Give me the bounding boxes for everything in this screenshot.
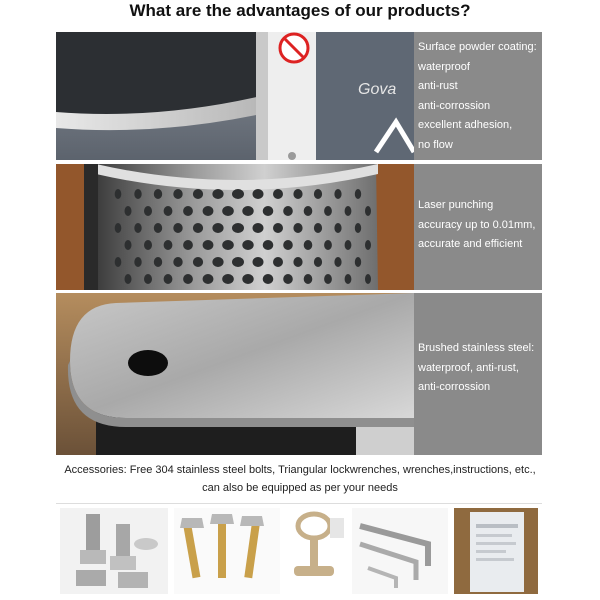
caption-line: Surface powder coating:: [418, 41, 537, 53]
caption-line: accuracy up to 0.01mm,: [418, 218, 536, 231]
instructions-bag-icon: [454, 508, 538, 594]
hex-wrenches-icon: [352, 508, 448, 594]
caption-line: anti-rust: [418, 80, 458, 92]
caption-line: anti-corrossion: [418, 381, 491, 393]
caption-line: waterproof: [418, 60, 470, 73]
accessories-line-2: can also be equipped as per your needs: [202, 482, 398, 494]
feature-panel-brushed-steel: [56, 293, 542, 455]
feature-panel-powder-coating: [56, 32, 542, 160]
caption-line: Laser punching: [418, 199, 494, 211]
feature-panel-laser-punching: [56, 164, 542, 290]
self-drilling-screws-icon: [174, 508, 280, 594]
caption-line: accurate and efficient: [418, 238, 523, 250]
caption-line: excellent adhesion,: [418, 119, 513, 131]
triangular-lock-wrench-icon: [286, 508, 346, 594]
accessories-line-1: Accessories: Free 304 stainless steel bolts, Triangular lockwrenches, wrenches,instructions, etc.,: [64, 464, 536, 476]
brushed-steel-caption: [414, 293, 542, 455]
caption-line: waterproof, anti-rust,: [418, 361, 519, 374]
caption-line: no flow: [418, 138, 453, 151]
sign-logo-text: Gova: [358, 81, 397, 98]
accessories-description: [0, 461, 600, 497]
laser-punching-photo: [56, 164, 414, 290]
laser-punching-caption: [414, 164, 542, 290]
powder-coating-photo: [56, 32, 414, 160]
caption-line: anti-corrossion: [418, 99, 491, 112]
powder-coating-caption: [414, 32, 542, 160]
accessories-photo-strip: [56, 503, 542, 596]
caption-line: Brushed stainless steel:: [418, 342, 535, 354]
brushed-steel-photo: [56, 293, 414, 455]
page-title: What are the advantages of our products?: [129, 1, 471, 20]
bolts-icon: [60, 508, 168, 594]
